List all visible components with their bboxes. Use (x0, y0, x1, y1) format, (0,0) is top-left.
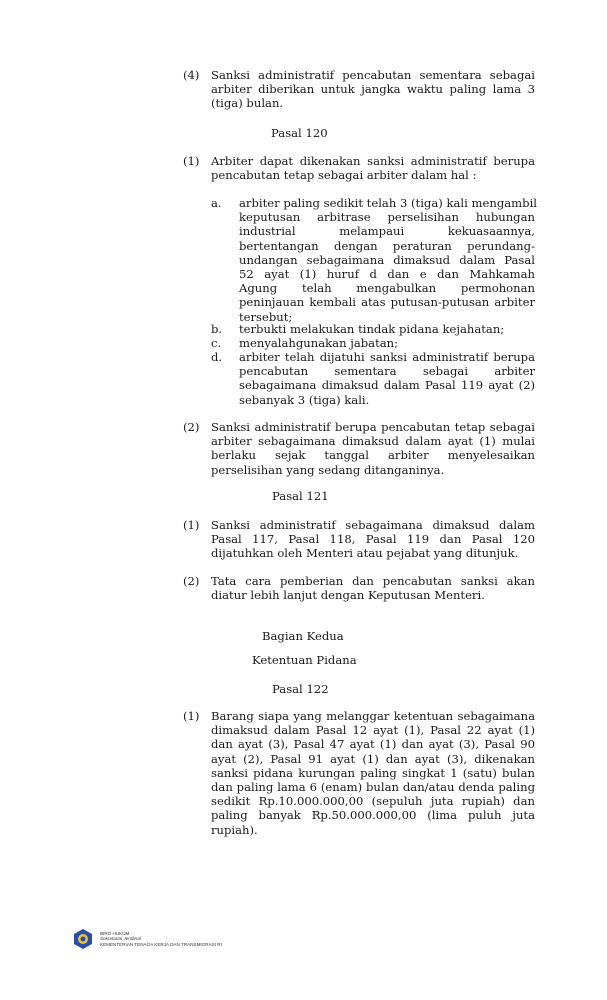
ministry-logo-icon (72, 928, 94, 950)
paragraph-number: (2) (183, 420, 200, 434)
section-title: Ketentuan Pidana (252, 653, 357, 667)
paragraph-number: d. (211, 350, 223, 364)
paragraph-number: (4) (183, 68, 200, 82)
text-line: bertentangan dengan peraturan perundang- (239, 238, 535, 253)
paragraph-number: (1) (183, 518, 200, 532)
footer-line-2: Sekretariat Jenderal (100, 936, 142, 942)
text-line: Sanksi administratif pencabutan sementara sebagai (211, 68, 535, 82)
text-line: tersebut; (239, 309, 293, 324)
paragraph-number: b. (211, 322, 223, 336)
text-line: 52 ayat (1) huruf d dan e dan Mahkamah (239, 266, 535, 281)
text-line: arbiter sebagaimana dimaksud dalam ayat (1) mulai (211, 434, 535, 449)
article-heading-120: Pasal 120 (271, 126, 328, 140)
article-heading-121: Pasal 121 (272, 489, 329, 503)
text-line: ayat (2), Pasal 91 ayat (1) dan ayat (3), dikenakan (211, 751, 535, 766)
text-line: arbiter telah dijatuhi sanksi administratif berupa (239, 350, 535, 364)
text-line: pencabutan sementara sebagai arbiter (239, 364, 535, 379)
text-line: Tata cara pemberian dan pencabutan sanksi akan (211, 574, 535, 588)
text-line: Barang siapa yang melanggar ketentuan sebagaimana (211, 709, 535, 723)
text-line: Sanksi administratif sebagaimana dimaksud dalam (211, 518, 535, 532)
text-line: Agung telah mengabulkan permohonan (239, 281, 535, 296)
text-line: sebanyak 3 (tiga) kali. (239, 392, 370, 407)
text-line: industrial melampaui kekuasaannya, (239, 224, 535, 239)
text-line: pencabutan tetap sebagai arbiter dalam hal : (211, 168, 477, 183)
paragraph-number: (2) (183, 574, 200, 588)
section-heading: Bagian Kedua (262, 629, 344, 643)
text-line: Arbiter dapat dikenakan sanksi administratif berupa (211, 154, 535, 168)
paragraph-number: (1) (183, 154, 200, 168)
footer-line-3: KEMENTERIAN TENAGA KERJA DAN TRANSMIGRASI RI (100, 941, 222, 947)
paragraph-number: c. (211, 336, 222, 350)
text-line: sedikit Rp.10.000.000,00 (sepuluh juta rupiah) dan (211, 794, 535, 809)
text-line: perselisihan yang sedang ditanganinya. (211, 462, 445, 477)
text-line: menyalahgunakan jabatan; (239, 336, 399, 350)
text-line: sebagaimana dimaksud dalam Pasal 119 ayat (2) (239, 378, 535, 393)
text-line: (tiga) bulan. (211, 96, 284, 111)
footer-line-1: BIRO HUKUM (100, 930, 130, 936)
text-line: rupiah). (211, 822, 258, 837)
text-line: berlaku sejak tanggal arbiter menyelesaikan (211, 448, 535, 463)
text-line: terbukti melakukan tindak pidana kejahatan; (239, 322, 505, 336)
text-line: dan ayat (3), Pasal 47 ayat (1) dan ayat (3), Pasal 90 (211, 737, 535, 752)
text-line: Pasal 117, Pasal 118, Pasal 119 dan Pasal 120 (211, 532, 535, 547)
paragraph-number: a. (211, 196, 222, 210)
text-line: paling banyak Rp.50.000.000,00 (lima puluh juta (211, 808, 535, 823)
paragraph-number: (1) (183, 709, 200, 723)
text-line: dijatuhkan oleh Menteri atau pejabat yang ditunjuk. (211, 546, 519, 561)
text-line: dan paling lama 6 (enam) bulan dan/atau denda paling (211, 779, 535, 794)
text-line: dimaksud dalam Pasal 12 ayat (1), Pasal 22 ayat (1) (211, 723, 535, 738)
text-line: peninjauan kembali atas putusan-putusan arbiter (239, 295, 535, 310)
article-heading-122: Pasal 122 (272, 682, 329, 696)
text-line: undangan sebagaimana dimaksud dalam Pasal (239, 252, 535, 267)
text-line: Sanksi administratif berupa pencabutan tetap sebagai (211, 420, 535, 434)
text-line: arbiter paling sedikit telah 3 (tiga) kali mengambil (239, 196, 537, 210)
text-line: diatur lebih lanjut dengan Keputusan Menteri. (211, 588, 485, 603)
text-line: keputusan arbitrase perselisihan hubungan (239, 210, 535, 225)
footer (72, 928, 222, 950)
text-line: sanksi pidana kurungan paling singkat 1 (satu) bulan (211, 765, 535, 780)
text-line: arbiter diberikan untuk jangka waktu paling lama 3 (211, 82, 535, 97)
